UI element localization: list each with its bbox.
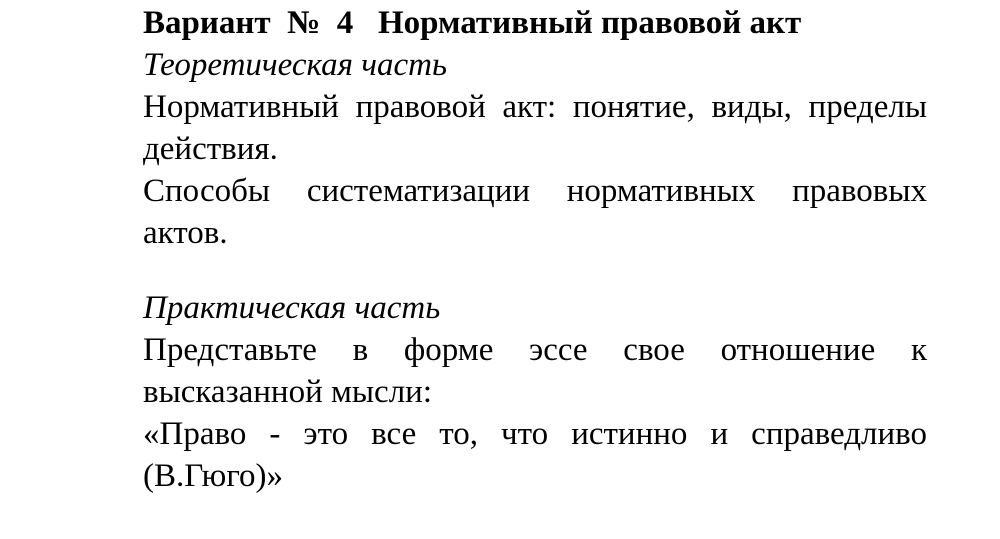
theory-item-2: Способы систематизации нормативных правовых актов.: [143, 173, 927, 251]
practice-quote: «Право - это все то, что истинно и справедливо (В.Гюго)»: [143, 416, 927, 494]
theory-item-1: Нормативный правовой акт: понятие, виды, пределы действия.: [143, 89, 927, 167]
assignment-sheet: [143, 2, 927, 497]
practice-heading: Практическая часть: [143, 290, 441, 326]
theory-heading: Теоретическая часть: [143, 47, 447, 83]
page-title: Вариант № 4 Нормативный правовой акт: [143, 5, 802, 41]
practice-task: Представьте в форме эссе свое отношение к высказанной мысли:: [143, 332, 927, 410]
section-spacer: [143, 254, 927, 287]
